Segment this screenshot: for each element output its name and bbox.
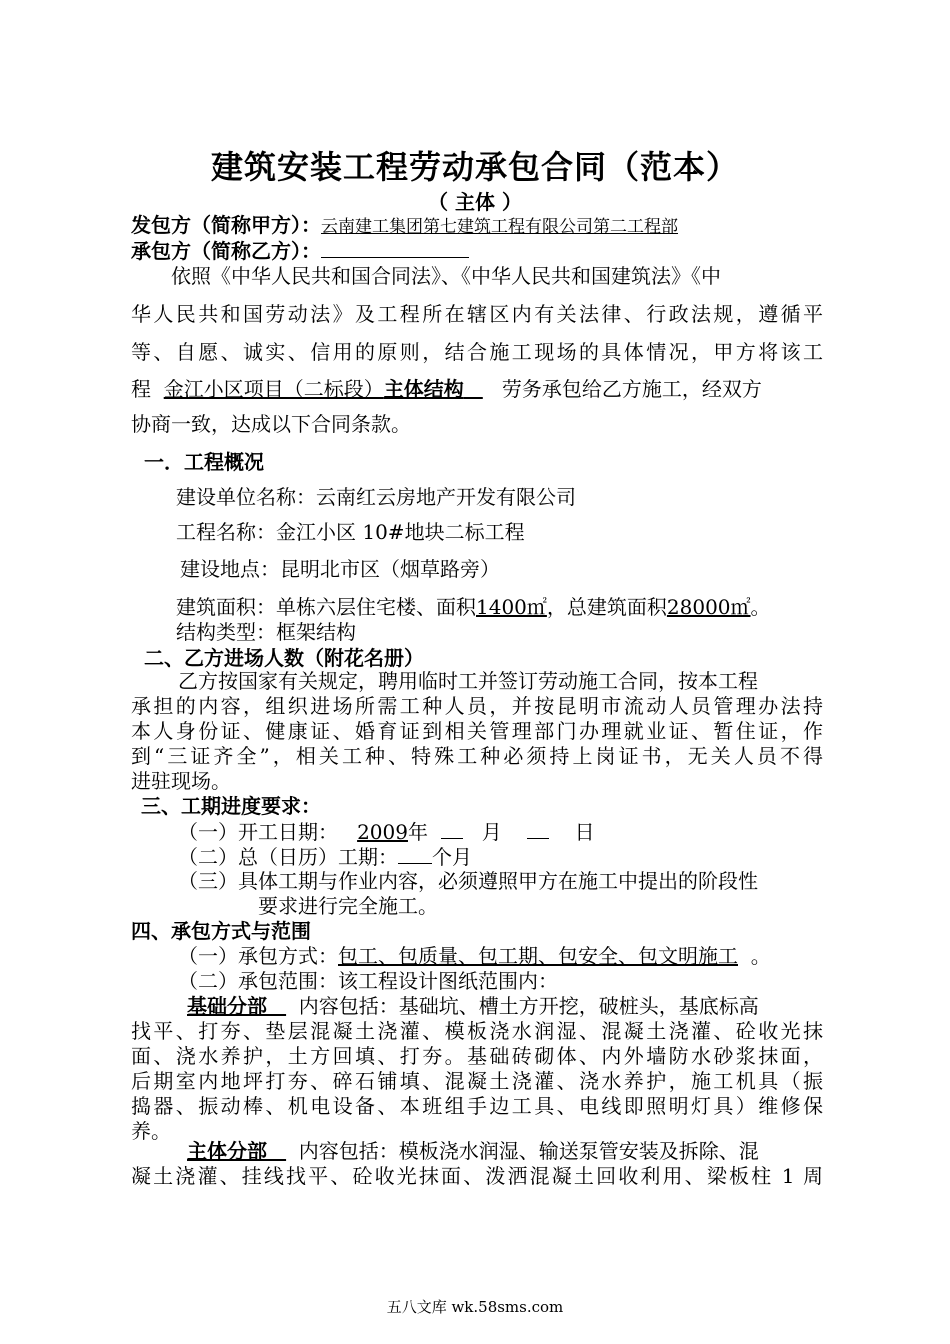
project-name-underlined: 金江小区项目（二标段）	[163, 377, 384, 401]
location-line: 建设地点：昆明北市区（烟草路旁）	[180, 557, 500, 581]
intro-line-4	[131, 376, 762, 402]
foundation-line-5: 捣器、振动棒、机电设备、本班组手边工具、电线即照明灯具）维修保	[131, 1094, 823, 1118]
s2-line-5: 进驻现场。	[131, 769, 231, 793]
intro-line-1: 依照《中华人民共和国合同法》、《中华人民共和国建筑法》《中	[171, 264, 721, 288]
foundation-line-4: 后期室内地坪打夯、碎石铺填、混凝土浇灌、浇水养护，施工机具（振	[131, 1069, 823, 1093]
intro-prefix: 程	[131, 377, 151, 401]
foundation-line-1	[187, 993, 759, 1019]
party-b-blank	[321, 237, 469, 258]
duration-blank	[398, 843, 432, 864]
intro-suffix: 劳务承包给乙方施工，经双方	[501, 377, 762, 401]
start-year: 2009	[357, 820, 408, 844]
section-2-heading: 二、乙方进场人数（附花名册）	[144, 646, 424, 670]
s2-line-4: 到“三证齐全”，相关工种、特殊工种必须持上岗证书，无关人员不得	[131, 744, 823, 768]
foundation-line-3: 面、浇水养护，土方回填、打夯。基础砖砌体、内外墙防水砂浆抹面，	[131, 1044, 823, 1068]
day-unit: 日	[574, 820, 595, 844]
foundation-intro: 内容包括：基础坑、槽土方开挖，破桩头，基底标高	[298, 994, 759, 1018]
month-blank	[441, 818, 463, 839]
contract-mode-line	[178, 943, 771, 969]
foundation-line-2: 找平、打夯、垫层混凝土浇灌、模板浇水润湿、混凝土浇灌、砼收光抹	[131, 1019, 823, 1043]
mode-value: 包工、包质量、包工期、包安全、包文明施工	[338, 944, 738, 968]
scope-underlined: 主体结构	[383, 377, 464, 401]
requirement-line-2: 要求进行完全施工。	[258, 894, 438, 918]
area-mid: ，总建筑面积	[546, 595, 667, 619]
duration-line	[178, 843, 472, 870]
year-unit: 年	[407, 820, 428, 844]
foundation-line-6: 养。	[131, 1119, 171, 1143]
duration-label: （二）总（日历）工期：	[178, 845, 398, 869]
main-structure-line-2: 凝土浇灌、挂线找平、砼收光抹面、泼洒混凝土回收利用、梁板柱 1 周	[131, 1164, 823, 1188]
area-total: 28000㎡	[666, 595, 751, 619]
mode-end: 。	[750, 944, 771, 968]
day-blank	[527, 818, 549, 839]
document-subtitle: （ 主体 ）	[428, 190, 522, 214]
start-label: （一）开工日期：	[178, 820, 338, 844]
foundation-title: 基础分部	[187, 994, 267, 1018]
party-a-value: 云南建工集团第七建筑工程有限公司第二工程部	[321, 217, 678, 237]
requirement-line-1: （三）具体工期与作业内容，必须遵照甲方在施工中提出的阶段性	[178, 869, 758, 893]
project-name-line: 工程名称：金江小区 10#地块二标工程	[176, 520, 525, 544]
footer-watermark: 五八文库 wk.58sms.com	[386, 1298, 564, 1316]
main-structure-intro: 内容包括：模板浇水润湿、输送泵管安装及拆除、混	[298, 1139, 759, 1163]
start-date-line	[178, 818, 595, 845]
contract-range-line: （二）承包范围：该工程设计图纸范围内：	[178, 969, 558, 993]
section-3-heading: 三、工期进度要求：	[141, 794, 321, 818]
area-end: 。	[750, 595, 771, 619]
section-1-heading: 一．工程概况	[144, 450, 264, 474]
area-line	[176, 594, 771, 620]
document-title: 建筑安装工程劳动承包合同（范本）	[210, 148, 739, 186]
main-structure-line-1	[187, 1138, 759, 1164]
intro-line-5: 协商一致，达成以下合同条款。	[131, 412, 411, 436]
party-a-label: 发包方（简称甲方）：	[131, 213, 321, 237]
mode-label: （一）承包方式：	[178, 944, 338, 968]
s2-line-3: 本人身份证、健康证、婚育证到相关管理部门办理就业证、暂住证，作	[131, 719, 823, 743]
area-prefix: 建筑面积：单栋六层住宅楼、面积	[176, 595, 476, 619]
month-unit: 月	[481, 820, 502, 844]
party-b-label: 承包方（简称乙方）：	[131, 239, 321, 263]
s2-line-2: 承担的内容，组织进场所需工种人员，并按昆明市流动人员管理办法持	[131, 694, 823, 718]
structure-line: 结构类型：框架结构	[176, 620, 356, 644]
builder-line: 建设单位名称：云南红云房地产开发有限公司	[176, 485, 576, 509]
main-structure-title: 主体分部	[187, 1139, 267, 1163]
area-single: 1400㎡	[476, 595, 547, 619]
intro-line-2: 华人民共和国劳动法》及工程所在辖区内有关法律、行政法规，遵循平	[131, 302, 823, 326]
s2-line-1: 乙方按国家有关规定，聘用临时工并签订劳动施工合同，按本工程	[178, 669, 758, 693]
party-a-line	[131, 212, 678, 240]
duration-unit: 个月	[432, 845, 472, 869]
intro-line-3: 等、自愿、诚实、信用的原则，结合施工现场的具体情况，甲方将该工	[131, 340, 823, 364]
party-b-line	[131, 237, 469, 264]
section-4-heading: 四、承包方式与范围	[131, 919, 311, 943]
